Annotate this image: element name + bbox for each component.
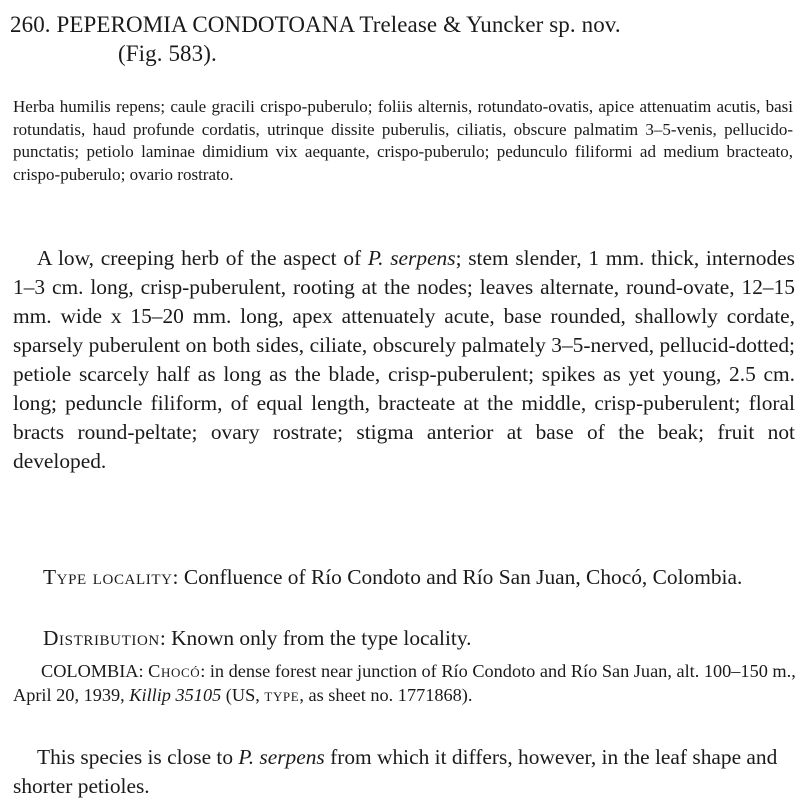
closing-species-ref: P. serpens — [238, 745, 325, 769]
specimen-citation — [13, 660, 798, 707]
latin-diagnosis: Herba humilis repens; caule gracili crispo-puberulo; foliis alternis, rotundato-ovatis, apice attenuatim acutis, basi rotundatis, haud profunde cordatis, utrinque dissite puberulis, ciliatis, obscure palmatim 3–5-venis, pellucido-punctatis; petiolo laminae dimidium vix aequante, crispo-puberulo; pedunculo filiformi ad medium bracteato, crispo-puberulo; ovario rostrato. — [13, 97, 793, 184]
type-locality — [13, 563, 795, 592]
closing-text: from which it differs, however, in the leaf shape and shorter petioles. — [13, 745, 778, 798]
closing-remark — [13, 743, 795, 801]
description-body: ; stem slender, 1 mm. thick, internodes 1–3 cm. long, crisp-puberulent, rooting at the nodes; leaves alternate, round-ovate, 12–15 mm. wide x 15–20 mm. long, apex attenuately acute, base rounded, shallowly cordate, sparsely puberulent on both sides, ciliate, obscurely palmately 3–5-nerved, pellucid-dotted; petiole scarcely half as long as the blade, crisp-puberulent; spikes as yet young, 2.5 cm. long; peduncle filiform, of equal length, bracteate at the middle, crisp-puberulent; floral bracts round-peltate; ovary rostrate; stigma anterior at base of the beak; fruit not developed. — [13, 246, 795, 473]
specimen-type-label: type — [264, 684, 300, 705]
distribution-text: : Known only from the type locality. — [159, 626, 472, 650]
specimen-text: : in dense forest near junction of Río Condoto and Río San Juan, alt. 100–150 m., April 20, 1939, — [13, 661, 796, 705]
type-locality-label: Type locality — [43, 565, 173, 589]
closing-intro: This species is close to — [37, 745, 239, 769]
figure-reference: (Fig. 583). — [118, 41, 217, 66]
english-description — [13, 244, 795, 476]
specimen-department: Chocó — [148, 661, 201, 681]
distribution-label: Distribution — [43, 626, 160, 650]
specimen-country: COLOMBIA — [41, 661, 139, 681]
species-heading — [10, 10, 795, 68]
specimen-collector: Killip 35105 — [129, 684, 222, 705]
specimen-herbarium-pre: (US, — [221, 684, 265, 705]
specimen-herbarium-post: , as sheet no. 1771868). — [299, 684, 473, 705]
distribution — [13, 624, 795, 653]
description-intro: A low, creeping herb of the aspect of — [37, 246, 368, 270]
type-locality-text: : Confluence of Río Condoto and Río San Juan, Chocó, Colombia. — [172, 565, 743, 589]
species-title: 260. PEPEROMIA CONDOTOANA Trelease & Yuncker sp. nov. — [10, 12, 621, 37]
specimen-sep: : — [138, 661, 149, 681]
description-species-ref: P. serpens — [367, 246, 456, 270]
